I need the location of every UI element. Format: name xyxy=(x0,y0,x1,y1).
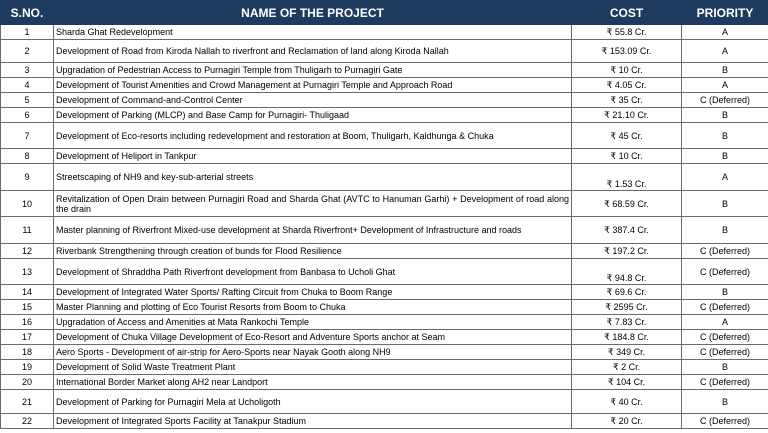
cost-cell: ₹ 7.83 Cr. xyxy=(572,315,682,330)
sno-cell: 22 xyxy=(1,414,54,429)
cost-cell: ₹ 35 Cr. xyxy=(572,93,682,108)
table-row xyxy=(1,360,768,375)
cost-cell: ₹ 10 Cr. xyxy=(572,63,682,78)
priority-cell: B xyxy=(682,285,768,300)
sno-cell: 18 xyxy=(1,345,54,360)
sno-cell: 11 xyxy=(1,217,54,244)
priority-cell: A xyxy=(682,164,768,191)
sno-cell: 15 xyxy=(1,300,54,315)
project-name-cell: Master planning of Riverfront Mixed-use development at Sharda Riverfront+ Development of Infrastructure and roads xyxy=(54,217,572,244)
table-row xyxy=(1,40,768,63)
header-row xyxy=(1,1,768,25)
table-row xyxy=(1,300,768,315)
table-row xyxy=(1,164,768,191)
sno-cell: 16 xyxy=(1,315,54,330)
cost-cell: ₹ 4.05 Cr. xyxy=(572,78,682,93)
priority-cell: A xyxy=(682,78,768,93)
cost-cell: ₹ 45 Cr. xyxy=(572,123,682,149)
sno-cell: 21 xyxy=(1,390,54,414)
priority-cell: C (Deferred) xyxy=(682,300,768,315)
cost-cell: ₹ 68.59 Cr. xyxy=(572,191,682,217)
project-name-cell: Development of Integrated Water Sports/ Rafting Circuit from Chuka to Boom Range xyxy=(54,285,572,300)
priority-cell: B xyxy=(682,360,768,375)
table-row xyxy=(1,108,768,123)
cost-cell: ₹ 1.53 Cr. xyxy=(572,164,682,191)
table-row xyxy=(1,217,768,244)
sno-cell: 8 xyxy=(1,149,54,164)
project-name-cell: Aero Sports - Development of air-strip for Aero-Sports near Nayak Gooth along NH9 xyxy=(54,345,572,360)
sno-cell: 4 xyxy=(1,78,54,93)
priority-cell: B xyxy=(682,63,768,78)
table-row xyxy=(1,375,768,390)
project-name-cell: Streetscaping of NH9 and key-sub-arterial streets xyxy=(54,164,572,191)
sno-cell: 3 xyxy=(1,63,54,78)
cost-cell: ₹ 184.8 Cr. xyxy=(572,330,682,345)
project-name-cell: Development of Eco-resorts including redevelopment and restoration at Boom, Thuligarh, Kaldhunga & Chuka xyxy=(54,123,572,149)
priority-cell: A xyxy=(682,315,768,330)
table-row xyxy=(1,315,768,330)
priority-cell: B xyxy=(682,123,768,149)
sno-cell: 19 xyxy=(1,360,54,375)
sno-cell: 14 xyxy=(1,285,54,300)
priority-cell: C (Deferred) xyxy=(682,244,768,259)
sno-cell: 9 xyxy=(1,164,54,191)
project-name-cell: Development of Integrated Sports Facility at Tanakpur Stadium xyxy=(54,414,572,429)
sno-cell: 20 xyxy=(1,375,54,390)
sno-cell: 12 xyxy=(1,244,54,259)
table-row xyxy=(1,93,768,108)
cost-cell: ₹ 104 Cr. xyxy=(572,375,682,390)
priority-cell: B xyxy=(682,149,768,164)
priority-cell: A xyxy=(682,25,768,40)
sno-cell: 17 xyxy=(1,330,54,345)
sno-cell: 13 xyxy=(1,259,54,285)
cost-cell: ₹ 20 Cr. xyxy=(572,414,682,429)
cost-cell: ₹ 197.2 Cr. xyxy=(572,244,682,259)
table-row xyxy=(1,244,768,259)
cost-cell: ₹ 10 Cr. xyxy=(572,149,682,164)
priority-cell: B xyxy=(682,390,768,414)
project-name-cell: Sharda Ghat Redevelopment xyxy=(54,25,572,40)
priority-cell: C (Deferred) xyxy=(682,345,768,360)
header-name: NAME OF THE PROJECT xyxy=(54,1,572,25)
table-row xyxy=(1,149,768,164)
header-sno: S.NO. xyxy=(1,1,54,25)
priority-cell: A xyxy=(682,40,768,63)
sno-cell: 2 xyxy=(1,40,54,63)
header-priority: PRIORITY xyxy=(682,1,768,25)
sno-cell: 7 xyxy=(1,123,54,149)
table-row xyxy=(1,123,768,149)
cost-cell: ₹ 55.8 Cr. xyxy=(572,25,682,40)
table-row xyxy=(1,78,768,93)
sno-cell: 6 xyxy=(1,108,54,123)
project-name-cell: Riverbank Strengthening through creation of bunds for Flood Resilience xyxy=(54,244,572,259)
project-name-cell: Development of Parking for Purnagiri Mela at Ucholigoth xyxy=(54,390,572,414)
project-name-cell: Master Planning and plotting of Eco Tourist Resorts from Boom to Chuka xyxy=(54,300,572,315)
project-name-cell: Development of Heliport in Tankpur xyxy=(54,149,572,164)
priority-cell: C (Deferred) xyxy=(682,414,768,429)
sno-cell: 5 xyxy=(1,93,54,108)
cost-cell: ₹ 387.4 Cr. xyxy=(572,217,682,244)
table-row xyxy=(1,414,768,429)
table-row xyxy=(1,330,768,345)
header-cost: COST xyxy=(572,1,682,25)
table-row xyxy=(1,345,768,360)
project-name-cell: Development of Command-and-Control Center xyxy=(54,93,572,108)
cost-cell: ₹ 40 Cr. xyxy=(572,390,682,414)
priority-cell: C (Deferred) xyxy=(682,259,768,285)
sno-cell: 1 xyxy=(1,25,54,40)
table-row xyxy=(1,390,768,414)
cost-cell: ₹ 69.6 Cr. xyxy=(572,285,682,300)
project-name-cell: Revitalization of Open Drain between Purnagiri Road and Sharda Ghat (AVTC to Hanuman Garhi) + Development of road along the drain xyxy=(54,191,572,217)
priority-cell: B xyxy=(682,191,768,217)
priority-cell: B xyxy=(682,217,768,244)
sno-cell: 10 xyxy=(1,191,54,217)
cost-cell: ₹ 2595 Cr. xyxy=(572,300,682,315)
project-name-cell: Development of Road from Kiroda Nallah to riverfront and Reclamation of land along Kiroda Nallah xyxy=(54,40,572,63)
project-name-cell: Development of Solid Waste Treatment Plant xyxy=(54,360,572,375)
project-name-cell: Development of Tourist Amenities and Crowd Management at Purnagiri Temple and Approach Road xyxy=(54,78,572,93)
project-name-cell: Development of Shraddha Path Riverfront development from Banbasa to Ucholi Ghat xyxy=(54,259,572,285)
table-row xyxy=(1,285,768,300)
priority-cell: C (Deferred) xyxy=(682,375,768,390)
cost-cell: ₹ 349 Cr. xyxy=(572,345,682,360)
priority-cell: C (Deferred) xyxy=(682,330,768,345)
project-name-cell: Upgradation of Access and Amenities at Mata Rankochi Temple xyxy=(54,315,572,330)
cost-cell: ₹ 153.09 Cr. xyxy=(572,40,682,63)
table-row xyxy=(1,63,768,78)
project-name-cell: Upgradation of Pedestrian Access to Purnagiri Temple from Thuligarh to Purnagiri Gate xyxy=(54,63,572,78)
cost-cell: ₹ 21.10 Cr. xyxy=(572,108,682,123)
priority-cell: C (Deferred) xyxy=(682,93,768,108)
project-name-cell: Development of Parking (MLCP) and Base Camp for Purnagiri- Thuligaad xyxy=(54,108,572,123)
priority-cell: B xyxy=(682,108,768,123)
table-row xyxy=(1,259,768,285)
cost-cell: ₹ 2 Cr. xyxy=(572,360,682,375)
cost-cell: ₹ 94.8 Cr. xyxy=(572,259,682,285)
table-row xyxy=(1,191,768,217)
table-row xyxy=(1,25,768,40)
project-name-cell: International Border Market along AH2 near Landport xyxy=(54,375,572,390)
project-name-cell: Development of Chuka Village Development of Eco-Resort and Adventure Sports anchor at Seam xyxy=(54,330,572,345)
